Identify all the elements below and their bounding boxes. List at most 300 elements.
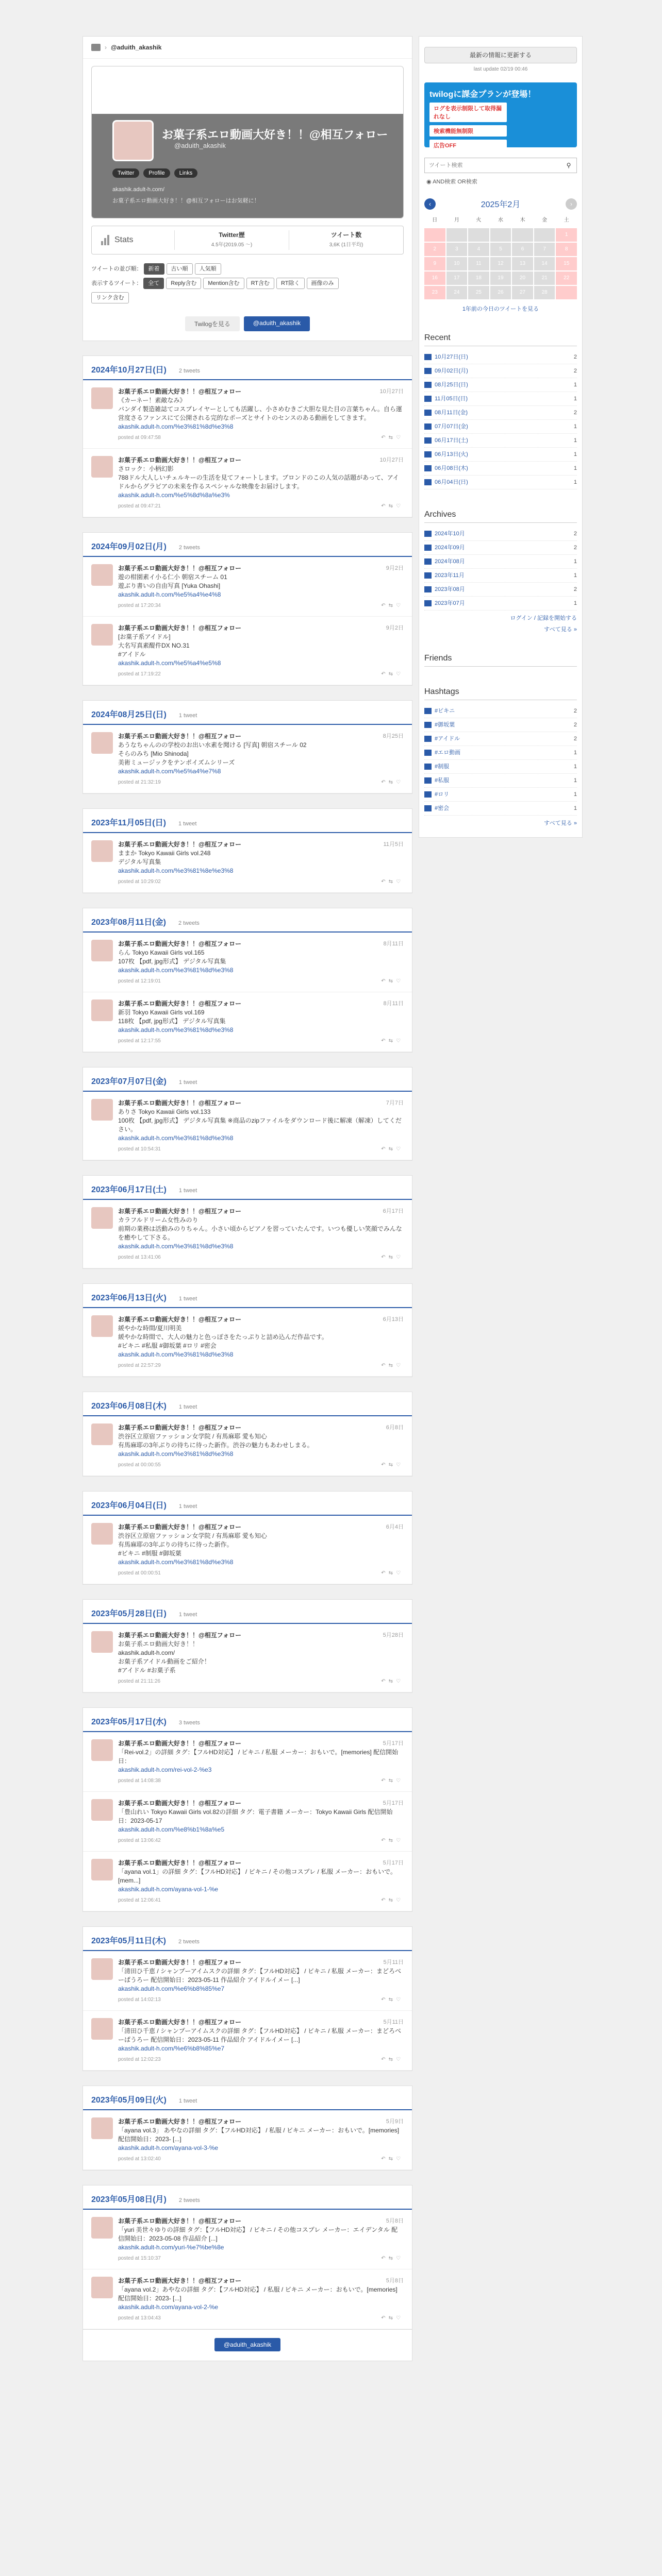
- day-count: 2 tweets: [178, 1939, 200, 1945]
- tweet-time[interactable]: posted at 14:02:13: [118, 1997, 161, 2003]
- tweet-time[interactable]: posted at 12:17:55: [118, 1038, 161, 1044]
- tweet-actions: [381, 1361, 404, 1370]
- like-icon[interactable]: ♡: [396, 1363, 404, 1368]
- tweet-header: [118, 1523, 404, 1532]
- profile-button-profile[interactable]: Profile: [143, 168, 170, 178]
- day-header: [83, 1284, 412, 1308]
- recent-item[interactable]: [424, 406, 577, 420]
- tweet-link[interactable]: akashik.adult-h.com/yuri-%e7%be%8e: [118, 2244, 224, 2251]
- list-item-count: 1: [573, 382, 577, 388]
- reply-icon[interactable]: ↶: [381, 1997, 389, 2003]
- login-link[interactable]: ログイン: [510, 615, 533, 621]
- day-date[interactable]: 2024年10月27日(日): [91, 366, 167, 375]
- tweet-time[interactable]: posted at 14:08:38: [118, 1778, 161, 1784]
- list-icon: [424, 368, 432, 374]
- prev-month-icon[interactable]: ‹: [424, 198, 436, 210]
- calendar-weekday: 水: [498, 217, 503, 223]
- tweet-actions: [381, 670, 404, 679]
- archives-more-link[interactable]: すべて見る »: [544, 626, 577, 633]
- reply-icon[interactable]: ↶: [381, 1778, 389, 1784]
- archive-item[interactable]: [424, 569, 577, 583]
- list-item-count: 2: [573, 708, 577, 714]
- tweet-date[interactable]: 6月17日: [383, 1208, 404, 1214]
- tweet-date[interactable]: 11月5日: [383, 841, 404, 848]
- day-date[interactable]: 2023年06月08日(木): [91, 1402, 167, 1411]
- archive-item[interactable]: [424, 541, 577, 555]
- day-section: [82, 355, 412, 518]
- retweet-icon[interactable]: ⇆: [388, 503, 396, 509]
- avatar: [91, 2018, 113, 2040]
- tweet-actions: [381, 1836, 404, 1845]
- archive-item[interactable]: [424, 527, 577, 541]
- recent-item[interactable]: [424, 420, 577, 434]
- one-year-ago-link[interactable]: 1年前の今日のツイートを見る: [462, 306, 539, 312]
- reply-icon[interactable]: ↶: [381, 671, 389, 677]
- tweet-link[interactable]: akashik.adult-h.com/%e5%8d%8a%e3%: [118, 492, 230, 499]
- day-section: [82, 1491, 412, 1585]
- recent-item[interactable]: [424, 350, 577, 364]
- recent-item[interactable]: [424, 476, 577, 489]
- sort-popular[interactable]: 人気順: [195, 263, 221, 275]
- tweet-date[interactable]: 10月27日: [379, 457, 404, 463]
- filters: ツイートの並び順： 新着 古い順 人気順 表示するツイート： 全て Reply含む Mention含む RT含む RT除く 画像のみ リンク含む: [83, 255, 412, 308]
- list-item-label: [424, 583, 465, 596]
- like-icon[interactable]: ♡: [396, 1570, 404, 1576]
- recent-item[interactable]: [424, 392, 577, 406]
- day-header: [83, 1708, 412, 1732]
- reply-icon[interactable]: ↶: [381, 1038, 389, 1044]
- retweet-icon[interactable]: ⇆: [388, 1462, 396, 1468]
- hashtag-item[interactable]: [424, 760, 577, 774]
- search-options[interactable]: ◉ AND検索 OR検索: [426, 179, 477, 185]
- tweet-link[interactable]: akashik.adult-h.com/%e3%81%8d%e3%8: [118, 423, 234, 430]
- retweet-icon[interactable]: ⇆: [388, 2315, 396, 2321]
- day-header: [83, 1492, 412, 1516]
- tweet-link[interactable]: akashik.adult-h.com/%e3%81%8e%e3%8: [118, 867, 234, 874]
- search-icon[interactable]: ⚲: [566, 162, 571, 169]
- retweet-icon[interactable]: ⇆: [388, 603, 396, 608]
- tweet-date[interactable]: 5月17日: [383, 1740, 404, 1747]
- list-item-text: 06月04日(日): [435, 479, 468, 485]
- tweet-date[interactable]: 5月17日: [383, 1860, 404, 1866]
- like-icon[interactable]: ♡: [396, 1038, 404, 1044]
- tweet-time[interactable]: posted at 12:19:01: [118, 978, 161, 984]
- tweet-link[interactable]: akashik.adult-h.com/%e6%b8%85%e7: [118, 1985, 225, 1992]
- filter-reply[interactable]: Reply含む: [166, 278, 201, 289]
- retweet-icon[interactable]: ⇆: [388, 879, 396, 885]
- list-item-count: 2: [573, 368, 577, 374]
- like-icon[interactable]: ♡: [396, 2256, 404, 2261]
- filter-no-rt[interactable]: RT除く: [276, 278, 304, 289]
- tweet-footer: [118, 1995, 404, 2004]
- reply-icon[interactable]: ↶: [381, 1462, 389, 1468]
- calendar-weekday: 木: [520, 217, 525, 223]
- list-item-label: [424, 392, 468, 405]
- tweet-time[interactable]: posted at 09:47:21: [118, 503, 161, 509]
- tweet-date[interactable]: 5月8日: [386, 2278, 404, 2284]
- day-date[interactable]: 2023年05月08日(月): [91, 2195, 167, 2204]
- list-icon: [424, 545, 432, 551]
- list-icon: [424, 764, 432, 770]
- tweet-link[interactable]: akashik.adult-h.com/ayana-vol-3-%e: [118, 2144, 219, 2151]
- tweet-author: お菓子系エロ動画大好き！！@相互フォロー: [118, 733, 242, 740]
- tweet-time[interactable]: posted at 12:02:23: [118, 2057, 161, 2062]
- like-icon[interactable]: ♡: [396, 435, 404, 440]
- tweet-text: らん Tokyo Kawaii Girls vol.165 107枚 【pdf, jpg形式】 デジタル写真集: [118, 949, 226, 965]
- day-count: 1 tweet: [178, 1612, 197, 1618]
- tweet-time[interactable]: posted at 10:29:02: [118, 879, 161, 885]
- profile-button-links[interactable]: Links: [174, 168, 198, 178]
- tweet-time[interactable]: posted at 00:00:51: [118, 1570, 161, 1576]
- calendar-weekday: 金: [542, 217, 548, 223]
- breadcrumb-user[interactable]: @aduith_akashik: [111, 44, 162, 51]
- breadcrumb: › @aduith_akashik: [83, 37, 412, 59]
- tweet-date[interactable]: 9月2日: [386, 625, 404, 631]
- filter-images[interactable]: 画像のみ: [307, 278, 339, 289]
- tweet-text: [お菓子系アイドル] 大名写真素醍件DX NO.31 #アイドル: [118, 633, 190, 658]
- tweet: [83, 1732, 412, 1792]
- hashtags-more-link[interactable]: すべて見る »: [544, 820, 577, 826]
- retweet-icon[interactable]: ⇆: [388, 1363, 396, 1368]
- recent-item[interactable]: [424, 462, 577, 476]
- sort-new[interactable]: 新着: [144, 263, 164, 275]
- day-section: [82, 808, 412, 893]
- like-icon[interactable]: ♡: [396, 978, 404, 984]
- recent-heading: Recent: [424, 333, 577, 346]
- retweet-icon[interactable]: ⇆: [388, 1146, 396, 1152]
- tweet-date[interactable]: 9月2日: [386, 565, 404, 571]
- tweet-footer: [118, 502, 404, 511]
- reply-icon[interactable]: ↶: [381, 2156, 389, 2162]
- tweet-time[interactable]: posted at 17:19:22: [118, 671, 161, 677]
- list-icon: [424, 423, 432, 430]
- like-icon[interactable]: ♡: [396, 2057, 404, 2062]
- calendar-day: [556, 286, 577, 299]
- hashtag-item[interactable]: [424, 746, 577, 760]
- day-date[interactable]: 2024年08月25日(日): [91, 710, 167, 719]
- recent-item[interactable]: [424, 378, 577, 392]
- day-count: 1 tweet: [178, 1404, 197, 1410]
- calendar-day: 16: [424, 272, 445, 285]
- profile-handle[interactable]: @aduith_akashik: [174, 142, 226, 149]
- home-icon[interactable]: [91, 44, 101, 51]
- like-icon[interactable]: ♡: [396, 1778, 404, 1784]
- tweet-link[interactable]: akashik.adult-h.com/%e3%81%8d%e3%8: [118, 967, 234, 974]
- day-date[interactable]: 2023年06月17日(土): [91, 1185, 167, 1194]
- tweet-time[interactable]: posted at 09:47:58: [118, 435, 161, 440]
- tweet-date[interactable]: 5月8日: [386, 2218, 404, 2224]
- tweet-time[interactable]: posted at 10:54:31: [118, 1146, 161, 1152]
- reply-icon[interactable]: ↶: [381, 879, 389, 885]
- search-input[interactable]: [425, 158, 561, 173]
- tweet-date[interactable]: 8月11日: [383, 941, 404, 947]
- tweet-date[interactable]: 6月4日: [386, 1524, 404, 1530]
- day-date[interactable]: 2023年07月07日(金): [91, 1077, 167, 1086]
- day-date[interactable]: 2023年11月05日(日): [91, 819, 166, 827]
- tweet-actions: [381, 1995, 404, 2004]
- filter-all[interactable]: 全て: [143, 278, 164, 289]
- bottom-follow-button[interactable]: @aduith_akashik: [214, 2338, 280, 2351]
- tweet-author: お菓子系エロ動画大好き！！@相互フォロー: [118, 2118, 242, 2125]
- tweet-date[interactable]: 5月28日: [383, 1632, 404, 1638]
- next-month-icon[interactable]: ›: [566, 198, 577, 210]
- tweet-author: お菓子系エロ動画大好き！！@相互フォロー: [118, 1959, 242, 1966]
- retweet-icon[interactable]: ⇆: [388, 1778, 396, 1784]
- profile-link[interactable]: akashik.adult-h.com/: [112, 187, 164, 193]
- tweet-link[interactable]: akashik.adult-h.com/%e6%b8%85%e7: [118, 2045, 225, 2052]
- day-date[interactable]: 2023年06月13日(火): [91, 1294, 167, 1302]
- reply-icon[interactable]: ↶: [381, 1679, 389, 1684]
- sort-old[interactable]: 古い順: [167, 263, 193, 275]
- day-header: [83, 1927, 412, 1951]
- calendar-day: [424, 228, 445, 242]
- reply-icon[interactable]: ↶: [381, 603, 389, 608]
- tweet-text: 「ayana vol.2」あやなの詳細 タグ：【フルHD対応】 / 私服 / ビキニ メーカー：おもいで。[memories] 配信開始日：2023- [...]: [118, 2286, 398, 2302]
- tweet-link[interactable]: akashik.adult-h.com/ayana-vol-1-%e: [118, 1886, 219, 1893]
- day-date[interactable]: 2023年08月11日(金): [91, 918, 166, 927]
- tweet-body: [118, 2217, 404, 2263]
- like-icon[interactable]: ♡: [396, 2315, 404, 2321]
- reply-icon[interactable]: ↶: [381, 1146, 389, 1152]
- tweet-date[interactable]: 5月11日: [383, 1959, 404, 1965]
- day-date[interactable]: 2023年05月28日(日): [91, 1609, 167, 1618]
- filter-mention[interactable]: Mention含む: [203, 278, 244, 289]
- reply-icon[interactable]: ↶: [381, 779, 389, 785]
- like-icon[interactable]: ♡: [396, 1897, 404, 1903]
- list-item-count: 1: [573, 479, 577, 485]
- tweet-date[interactable]: 6月13日: [383, 1316, 404, 1323]
- avatar: [91, 2117, 113, 2139]
- tweet-author: お菓子系エロ動画大好き！！@相互フォロー: [118, 1740, 242, 1747]
- tweet-text: 「Rei-vol.2」の詳細 タグ：【フルHD対応】 / ビキニ / 私服 メーカー：おもいで。[memories] 配信開始日：: [118, 1749, 399, 1765]
- list-item-text: 10月27日(日): [435, 354, 468, 360]
- retweet-icon[interactable]: ⇆: [388, 1255, 396, 1260]
- reply-icon[interactable]: ↶: [381, 2256, 389, 2261]
- list-item-text: #ロリ: [435, 791, 450, 798]
- reply-icon[interactable]: ↶: [381, 2315, 389, 2321]
- tweet: [83, 2110, 412, 2170]
- list-item-label: [424, 406, 468, 419]
- tweet-body: [118, 387, 404, 442]
- tweet-body: [118, 1099, 404, 1154]
- view-twilog-button[interactable]: Twilogを見る: [185, 316, 240, 331]
- tweet-actions: [381, 2314, 404, 2323]
- list-icon: [424, 708, 432, 714]
- avatar: [91, 1958, 113, 1980]
- profile-card: [82, 36, 412, 341]
- tweet-time[interactable]: posted at 12:06:41: [118, 1897, 161, 1903]
- like-icon[interactable]: ♡: [396, 779, 404, 785]
- tweet-time[interactable]: posted at 13:06:42: [118, 1838, 161, 1843]
- day-date[interactable]: 2024年09月02日(月): [91, 543, 167, 551]
- day-date[interactable]: 2023年05月09日(火): [91, 2096, 167, 2105]
- tweet-date[interactable]: 8月11日: [383, 1001, 404, 1007]
- tweet-actions: [381, 1896, 404, 1905]
- retweet-icon[interactable]: ⇆: [388, 1997, 396, 2003]
- tweet-link[interactable]: akashik.adult-h.com/%e5%a4%e7%8: [118, 768, 221, 775]
- tweet-body: [118, 999, 404, 1045]
- recent-item[interactable]: [424, 448, 577, 462]
- day-count: 2 tweets: [178, 2197, 200, 2204]
- like-icon[interactable]: ♡: [396, 1838, 404, 1843]
- tweet-time[interactable]: posted at 00:00:55: [118, 1462, 161, 1468]
- avatar: [91, 840, 113, 862]
- tweet-link[interactable]: akashik.adult-h.com/%e3%81%8d%e3%8: [118, 1450, 234, 1458]
- reply-icon[interactable]: ↶: [381, 1838, 389, 1843]
- retweet-icon[interactable]: ⇆: [388, 671, 396, 677]
- tweet-time[interactable]: posted at 21:32:19: [118, 779, 161, 785]
- calendar-day: [534, 228, 555, 242]
- like-icon[interactable]: ♡: [396, 603, 404, 608]
- like-icon[interactable]: ♡: [396, 1679, 404, 1684]
- tweet-link[interactable]: akashik.adult-h.com/%e8%b1%8a%e5: [118, 1826, 225, 1833]
- follow-button[interactable]: @aduith_akashik: [244, 316, 310, 331]
- day-date[interactable]: 2023年05月17日(水): [91, 1718, 167, 1726]
- tweet-time[interactable]: posted at 13:02:40: [118, 2156, 161, 2162]
- calendar-day: 14: [534, 257, 555, 270]
- reply-icon[interactable]: ↶: [381, 1255, 389, 1260]
- reply-icon[interactable]: ↶: [381, 1570, 389, 1576]
- list-item-text: #エロ動画: [435, 750, 461, 756]
- reply-icon[interactable]: ↶: [381, 1363, 389, 1368]
- update-button[interactable]: 最新の情報に更新する: [424, 47, 577, 63]
- retweet-icon[interactable]: ⇆: [388, 779, 396, 785]
- tweet: [83, 380, 412, 449]
- retweet-icon[interactable]: ⇆: [388, 1570, 396, 1576]
- tweet-link[interactable]: akashik.adult-h.com/%e3%81%8d%e3%8: [118, 1351, 234, 1358]
- list-item-count: 2: [573, 545, 577, 551]
- retweet-icon[interactable]: ⇆: [388, 978, 396, 984]
- tweet-link[interactable]: akashik.adult-h.com/ayana-vol-2-%e: [118, 2303, 219, 2311]
- retweet-icon[interactable]: ⇆: [388, 2057, 396, 2062]
- tweet-link[interactable]: akashik.adult-h.com/%e3%81%8d%e3%8: [118, 1134, 234, 1142]
- tweet-time[interactable]: posted at 13:04:43: [118, 2315, 161, 2321]
- hashtag-item[interactable]: [424, 802, 577, 816]
- stats-label: Stats: [114, 235, 134, 244]
- retweet-icon[interactable]: ⇆: [388, 2156, 396, 2162]
- list-icon: [424, 465, 432, 471]
- tweet: [83, 617, 412, 685]
- day-header: [83, 2086, 412, 2110]
- tweet-footer: [118, 433, 404, 442]
- tweet-time[interactable]: posted at 21:11:26: [118, 1679, 161, 1684]
- retweet-icon[interactable]: ⇆: [388, 2256, 396, 2261]
- tweet-date[interactable]: 7月7日: [386, 1100, 404, 1106]
- tweet-date[interactable]: 10月27日: [379, 388, 404, 395]
- day-section: [82, 700, 412, 794]
- tweet-body: [118, 564, 404, 610]
- tweet-text: 新羽 Tokyo Kawaii Girls vol.169 118枚 【pdf, jpg形式】 デジタル写真集: [118, 1009, 226, 1025]
- tweet-header: [118, 840, 404, 849]
- tweet-author: お菓子系エロ動画大好き！！@相互フォロー: [118, 1632, 242, 1639]
- retweet-icon[interactable]: ⇆: [388, 1038, 396, 1044]
- reply-icon[interactable]: ↶: [381, 503, 389, 509]
- promo-banner[interactable]: twilogに課金プランが登場！ ログを表示制限して取得漏れなし 検索機能無制限 広告OFF: [424, 82, 577, 147]
- tweet-body: [118, 1207, 404, 1262]
- like-icon[interactable]: ♡: [396, 879, 404, 885]
- like-icon[interactable]: ♡: [396, 1146, 404, 1152]
- list-item-label: [424, 718, 455, 732]
- filter-rt[interactable]: RT含む: [246, 278, 274, 289]
- hashtags-heading: Hashtags: [424, 687, 577, 700]
- profile-header: [91, 66, 404, 218]
- day-header: [83, 809, 412, 833]
- day-date[interactable]: 2023年05月11日(木): [91, 1937, 166, 1945]
- tweet-header: [118, 1423, 404, 1432]
- like-icon[interactable]: ♡: [396, 503, 404, 509]
- like-icon[interactable]: ♡: [396, 1997, 404, 2003]
- hashtag-item[interactable]: [424, 718, 577, 732]
- tweet-date[interactable]: 5月9日: [386, 2119, 404, 2125]
- sidebar: 最新の情報に更新する last update 02/19 00:46 twilogに課金プランが登場！ ログを表示制限して取得漏れなし 検索機能無制限 広告OFF ツイート検索 ⚲ ◉ AND検索 OR検索 ‹ 2025年2月 › 日 月 火 水 木 金 土 1 2 3 4 5 6 7 8 9 10 11 12 13 14 15 16 17 18 19 20 21 22 23 24 25 26 27 28 1年前の今日のツイートを見る Recent 10月27日(日) 2 09月02日(月) 2 08月25日(日) 1 11月05日(日) 1 08月11日(金) 2 07月07日(金) 1 06月17日(土) 1 06月13日(火) 1 06月08日(木) 1 06月04日(日) 1 Archives 2024年10月 2 2024年09月 2 2024年08月 1 2023年11月 1 2023年08月 2 2023年07月 1 ログイン / 記録を開始する すべて見る » Friends Hashtags #ビキニ 2 #御坂葉 2 #アイドル 2 #エロ動画 1 #制服 1 #私服 1 #ロリ 1 #密会 1 すべて見る »: [419, 36, 583, 838]
- tweet-link[interactable]: akashik.adult-h.com/%e3%81%8d%e3%8: [118, 1243, 234, 1250]
- tweet-text: 《カーネー！素敵なみ》 バンダイ製造雑誌てコスプレイヤーとしても活躍し、小さめむきご大胆な見た目の言葉ちゃん。自ら運営度さるファンスにて公開される完的なポーズとサイトのセンスのある動画をしてきます。: [118, 397, 402, 421]
- tweet-time[interactable]: posted at 13:41:06: [118, 1255, 161, 1260]
- filter-links[interactable]: リンク含む: [91, 292, 129, 303]
- tweet-date[interactable]: 8月25日: [383, 733, 404, 739]
- tweet-date[interactable]: 6月8日: [386, 1425, 404, 1431]
- hashtag-item[interactable]: [424, 774, 577, 788]
- like-icon[interactable]: ♡: [396, 1255, 404, 1260]
- hashtag-item[interactable]: [424, 704, 577, 718]
- like-icon[interactable]: ♡: [396, 1462, 404, 1468]
- tweet-body: [118, 1958, 404, 2004]
- archive-item[interactable]: [424, 583, 577, 597]
- calendar-day: 6: [512, 243, 533, 256]
- day-date[interactable]: 2023年06月04日(日): [91, 1501, 167, 1510]
- avatar: [91, 387, 113, 409]
- reply-icon[interactable]: ↶: [381, 978, 389, 984]
- recent-item[interactable]: [424, 364, 577, 378]
- tweet-body: [118, 732, 404, 787]
- list-icon: [424, 354, 432, 360]
- hashtag-item[interactable]: [424, 788, 577, 802]
- prefs-link[interactable]: 記録を開始する: [537, 615, 577, 621]
- retweet-icon[interactable]: ⇆: [388, 1838, 396, 1843]
- tweet-actions: [381, 1569, 404, 1578]
- tweet-time[interactable]: posted at 22:57:29: [118, 1363, 161, 1368]
- tweet-link[interactable]: akashik.adult-h.com/%e5%a4%e4%8: [118, 591, 221, 598]
- tweet-body: [118, 2117, 404, 2163]
- retweet-icon[interactable]: ⇆: [388, 1897, 396, 1903]
- like-icon[interactable]: ♡: [396, 671, 404, 677]
- tweet-time[interactable]: posted at 17:20:34: [118, 603, 161, 608]
- tweet-time[interactable]: posted at 15:10:37: [118, 2256, 161, 2261]
- hashtag-item[interactable]: [424, 732, 577, 746]
- day-header: [83, 701, 412, 725]
- retweet-icon[interactable]: ⇆: [388, 435, 396, 440]
- stats-icon: [101, 235, 109, 245]
- tweet-date[interactable]: 5月11日: [383, 2019, 404, 2025]
- day-section: [82, 2086, 412, 2171]
- reply-icon[interactable]: ↶: [381, 1897, 389, 1903]
- reply-icon[interactable]: ↶: [381, 435, 389, 440]
- list-item-text: 06月13日(火): [435, 451, 468, 457]
- reply-icon[interactable]: ↶: [381, 2057, 389, 2062]
- profile-button-twitter[interactable]: Twitter: [112, 168, 139, 178]
- retweet-icon[interactable]: ⇆: [388, 1679, 396, 1684]
- like-icon[interactable]: ♡: [396, 2156, 404, 2162]
- tweet-link[interactable]: akashik.adult-h.com/%e3%81%8d%e3%8: [118, 1558, 234, 1566]
- tweet-link[interactable]: akashik.adult-h.com/%e5%a4%e5%8: [118, 659, 221, 667]
- recent-item[interactable]: [424, 434, 577, 448]
- tweet-link[interactable]: akashik.adult-h.com/%e3%81%8d%e3%8: [118, 1026, 234, 1033]
- archive-item[interactable]: [424, 555, 577, 569]
- tweet-date[interactable]: 5月17日: [383, 1800, 404, 1806]
- calendar-day: 3: [446, 243, 468, 256]
- archive-item[interactable]: [424, 597, 577, 611]
- tweet-link[interactable]: akashik.adult-h.com/rei-vol-2-%e3: [118, 1766, 212, 1773]
